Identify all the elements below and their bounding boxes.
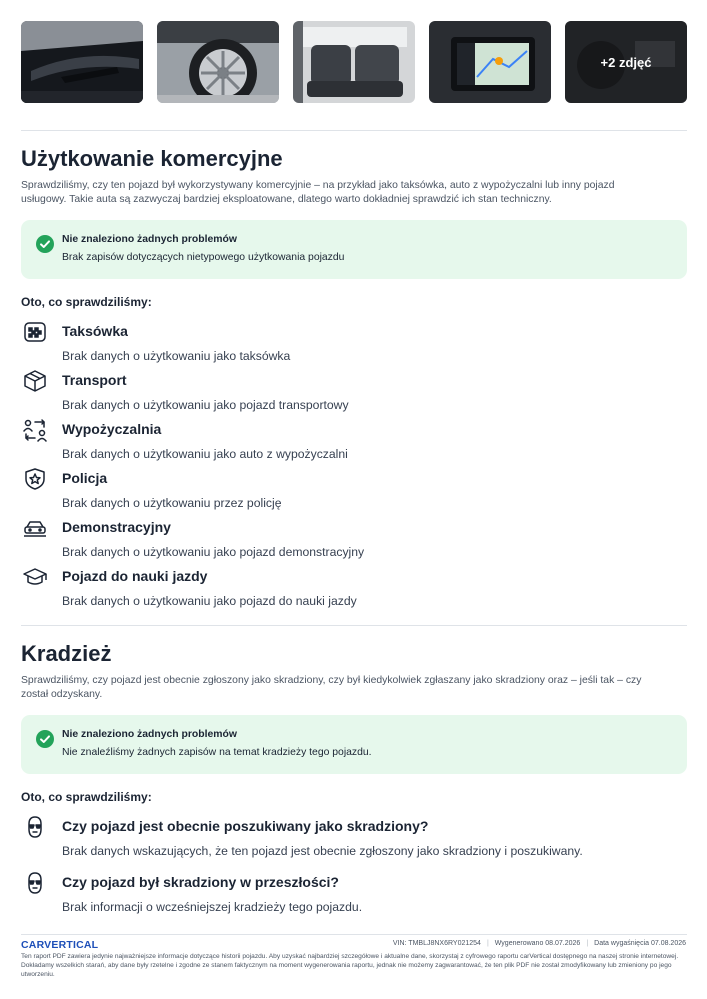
demo-car-icon [22, 516, 48, 540]
check-item-text: Brak danych o użytkowaniu jako pojazd transportowy [62, 398, 349, 412]
section-divider [21, 130, 687, 131]
check-circle-icon [36, 235, 54, 253]
wheel-photo[interactable] [157, 21, 279, 103]
check-circle-icon [36, 730, 54, 748]
thief-mask-icon [22, 815, 48, 839]
section-divider [21, 625, 687, 626]
exchange-icon [22, 418, 48, 442]
car-front-photo[interactable] [21, 21, 143, 103]
photo-strip [21, 21, 687, 103]
check-item-title: Pojazd do nauki jazdy [62, 568, 208, 584]
check-item-text: Brak informacji o wcześniejszej kradzieży tego pojazdu. [62, 900, 363, 914]
footer-divider [21, 934, 687, 935]
taxi-icon [22, 320, 48, 344]
check-item-title: Czy pojazd był skradziony w przeszłości? [62, 874, 339, 890]
more-photos-label[interactable]: +2 zdjęć [600, 54, 652, 70]
commercial-section-description: Sprawdziliśmy, czy ten pojazd był wykorzystywany komercyjnie – na przykład jako taksówka, auto z wypożyczalni lub inny pojazd usługowy. Takie auta są zazwyczaj bardziej eksploatowane, dlatego warto dokładniej sprawdzić ich stan techniczny. [21, 180, 615, 205]
theft-section-description: Sprawdziliśmy, czy pojazd jest obecnie zgłoszony jako skradziony, czy był kiedykolwiek zgłaszany jako skradziony oraz – jeśli tak – czy został odzyskany. [21, 675, 642, 700]
infotainment-photo[interactable] [429, 21, 551, 103]
graduation-cap-icon [22, 565, 48, 589]
carvertical-logo: CARVERTICAL [21, 939, 99, 951]
check-item-text: Brak danych o użytkowaniu jako auto z wypożyczalni [62, 447, 348, 461]
commercial-status-text: Brak zapisów dotyczących nietypowego użytkowania pojazdu [62, 252, 345, 263]
check-item-text: Brak danych o użytkowaniu jako taksówka [62, 349, 291, 363]
check-item-title: Wypożyczalnia [62, 421, 162, 437]
generated-date: Wygenerowano 08.07.2026 [494, 940, 581, 947]
footer-disclaimer: Ten raport PDF zawiera jedynie najważniejsze informacje dotyczące historii pojazdu. Aby uzyskać najbardziej szczegółowe i aktualne dane, skorzystaj z cyfrowego raportu carVertical dostępnego na naszej stronie internetowej. Dokładamy wszelkich starań, aby dane były rzetelne i zgodne ze stanem faktycznym na moment wygenerowania raportu, jednak nie możemy zagwarantować, że ten plik PDF nie został zmodyfikowany lub zmieniony po jego utworzeniu. [21, 953, 679, 978]
check-item-title: Taksówka [62, 323, 128, 339]
box-icon [22, 369, 48, 393]
meta-separator: | [486, 940, 489, 947]
rear-seats-photo[interactable] [293, 21, 415, 103]
expiry-date: Data wygaśnięcia 07.08.2026 [594, 940, 686, 947]
check-item-text: Brak danych wskazujących, że ten pojazd jest obecnie zgłoszony jako skradziony i poszukiwany. [62, 844, 583, 858]
check-item-title: Czy pojazd jest obecnie poszukiwany jako skradziony? [62, 818, 429, 834]
commercial-checked-label: Oto, co sprawdziliśmy: [21, 295, 152, 309]
check-item-text: Brak danych o użytkowaniu jako pojazd demonstracyjny [62, 545, 365, 559]
check-item-title: Transport [62, 372, 127, 388]
theft-status-box [21, 715, 687, 774]
commercial-status-title: Nie znaleziono żadnych problemów [62, 234, 237, 245]
vin-label: VIN: TMBLJ8NX6RY021254 [392, 940, 481, 947]
interior-photo[interactable] [565, 21, 687, 103]
theft-status-text: Nie znaleźliśmy żadnych zapisów na temat kradzieży tego pojazdu. [62, 747, 372, 758]
check-item-title: Demonstracyjny [62, 519, 171, 535]
thief-mask-icon [22, 871, 48, 895]
police-shield-icon [22, 467, 48, 491]
theft-checked-label: Oto, co sprawdziliśmy: [21, 790, 152, 804]
commercial-section-title: Użytkowanie komercyjne [21, 146, 283, 171]
theft-status-title: Nie znaleziono żadnych problemów [62, 729, 237, 740]
check-item-text: Brak danych o użytkowaniu jako pojazd do nauki jazdy [62, 594, 357, 608]
check-item-title: Policja [62, 470, 108, 486]
check-item-text: Brak danych o użytkowaniu przez policję [62, 496, 282, 510]
theft-section-title: Kradzież [21, 641, 112, 666]
commercial-status-box [21, 220, 687, 279]
meta-separator: | [586, 940, 589, 947]
report-meta [393, 940, 686, 947]
